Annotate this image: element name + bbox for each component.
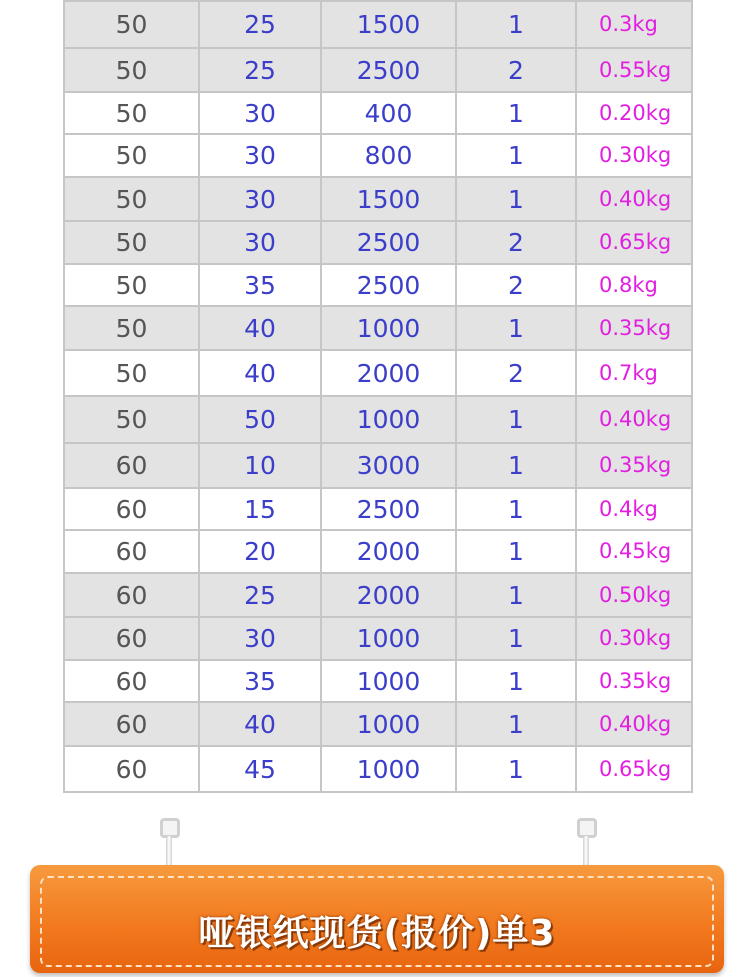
cell-width: 60	[64, 443, 199, 488]
cell-weight: 0.4kg	[576, 488, 692, 530]
cell-rolls: 1	[456, 306, 576, 350]
cell-gsm: 25	[199, 48, 321, 92]
cell-length: 1000	[321, 306, 456, 350]
table-row	[64, 573, 692, 617]
cell-width: 60	[64, 617, 199, 660]
cell-gsm: 35	[199, 660, 321, 702]
cell-length: 2000	[321, 530, 456, 573]
sign-board	[30, 865, 724, 973]
table-row	[64, 702, 692, 746]
cell-length: 400	[321, 92, 456, 134]
cell-rolls: 1	[456, 92, 576, 134]
cell-width: 60	[64, 530, 199, 573]
table-row	[64, 660, 692, 702]
cell-length: 1000	[321, 746, 456, 792]
cell-width: 50	[64, 396, 199, 443]
cell-width: 50	[64, 264, 199, 306]
cell-gsm: 40	[199, 702, 321, 746]
cell-rolls: 2	[456, 48, 576, 92]
cell-length: 2000	[321, 573, 456, 617]
cell-width: 60	[64, 746, 199, 792]
cell-rolls: 1	[456, 177, 576, 221]
cell-rolls: 1	[456, 573, 576, 617]
cell-gsm: 15	[199, 488, 321, 530]
cell-width: 50	[64, 92, 199, 134]
cell-length: 2000	[321, 350, 456, 396]
cell-length: 3000	[321, 443, 456, 488]
cell-rolls: 1	[456, 134, 576, 177]
table-row	[64, 221, 692, 264]
cell-weight: 0.8kg	[576, 264, 692, 306]
cell-width: 60	[64, 488, 199, 530]
cell-width: 50	[64, 1, 199, 48]
cell-weight: 0.45kg	[576, 530, 692, 573]
cell-gsm: 30	[199, 617, 321, 660]
table-row	[64, 264, 692, 306]
cell-length: 1000	[321, 702, 456, 746]
cell-weight: 0.35kg	[576, 443, 692, 488]
cell-length: 800	[321, 134, 456, 177]
table-body	[64, 1, 692, 792]
cell-width: 60	[64, 660, 199, 702]
table-row	[64, 48, 692, 92]
cell-gsm: 30	[199, 221, 321, 264]
cell-width: 50	[64, 350, 199, 396]
table-row	[64, 396, 692, 443]
table-row	[64, 443, 692, 488]
cell-width: 60	[64, 702, 199, 746]
table-row	[64, 134, 692, 177]
cell-gsm: 25	[199, 1, 321, 48]
cell-gsm: 30	[199, 92, 321, 134]
cell-weight: 0.30kg	[576, 617, 692, 660]
cell-weight: 0.35kg	[576, 660, 692, 702]
cell-gsm: 30	[199, 134, 321, 177]
cell-weight: 0.65kg	[576, 221, 692, 264]
cell-length: 2500	[321, 221, 456, 264]
cell-length: 1500	[321, 1, 456, 48]
cell-gsm: 45	[199, 746, 321, 792]
cell-length: 1000	[321, 660, 456, 702]
cell-gsm: 40	[199, 350, 321, 396]
price-table	[63, 0, 693, 793]
cell-weight: 0.40kg	[576, 702, 692, 746]
cell-weight: 0.40kg	[576, 396, 692, 443]
table-row	[64, 92, 692, 134]
cell-rolls: 2	[456, 264, 576, 306]
cell-gsm: 10	[199, 443, 321, 488]
cell-rolls: 2	[456, 221, 576, 264]
table-row	[64, 177, 692, 221]
cell-gsm: 35	[199, 264, 321, 306]
table-row	[64, 488, 692, 530]
table-row	[64, 530, 692, 573]
table-row	[64, 350, 692, 396]
cell-length: 1500	[321, 177, 456, 221]
cell-width: 50	[64, 221, 199, 264]
table-row	[64, 617, 692, 660]
cell-length: 2500	[321, 488, 456, 530]
cell-gsm: 50	[199, 396, 321, 443]
cell-rolls: 1	[456, 702, 576, 746]
hanger-hook-icon	[160, 818, 180, 838]
cell-width: 50	[64, 177, 199, 221]
cell-gsm: 20	[199, 530, 321, 573]
cell-length: 1000	[321, 617, 456, 660]
cell-gsm: 25	[199, 573, 321, 617]
sign-title: 哑银纸现货(报价)单3	[198, 913, 556, 954]
cell-gsm: 40	[199, 306, 321, 350]
cell-rolls: 1	[456, 1, 576, 48]
cell-gsm: 30	[199, 177, 321, 221]
cell-width: 50	[64, 48, 199, 92]
cell-length: 2500	[321, 264, 456, 306]
cell-length: 2500	[321, 48, 456, 92]
cell-length: 1000	[321, 396, 456, 443]
table-row	[64, 746, 692, 792]
cell-weight: 0.7kg	[576, 350, 692, 396]
cell-weight: 0.50kg	[576, 573, 692, 617]
cell-rolls: 1	[456, 617, 576, 660]
cell-rolls: 2	[456, 350, 576, 396]
cell-weight: 0.65kg	[576, 746, 692, 792]
table-row	[64, 1, 692, 48]
cell-rolls: 1	[456, 746, 576, 792]
cell-width: 60	[64, 573, 199, 617]
cell-rolls: 1	[456, 660, 576, 702]
cell-width: 50	[64, 306, 199, 350]
cell-rolls: 1	[456, 530, 576, 573]
hanger-hook-icon	[577, 818, 597, 838]
cell-weight: 0.20kg	[576, 92, 692, 134]
cell-rolls: 1	[456, 396, 576, 443]
cell-rolls: 1	[456, 443, 576, 488]
cell-weight: 0.30kg	[576, 134, 692, 177]
cell-weight: 0.3kg	[576, 1, 692, 48]
cell-weight: 0.35kg	[576, 306, 692, 350]
cell-weight: 0.40kg	[576, 177, 692, 221]
cell-width: 50	[64, 134, 199, 177]
table-row	[64, 306, 692, 350]
cell-rolls: 1	[456, 488, 576, 530]
cell-weight: 0.55kg	[576, 48, 692, 92]
